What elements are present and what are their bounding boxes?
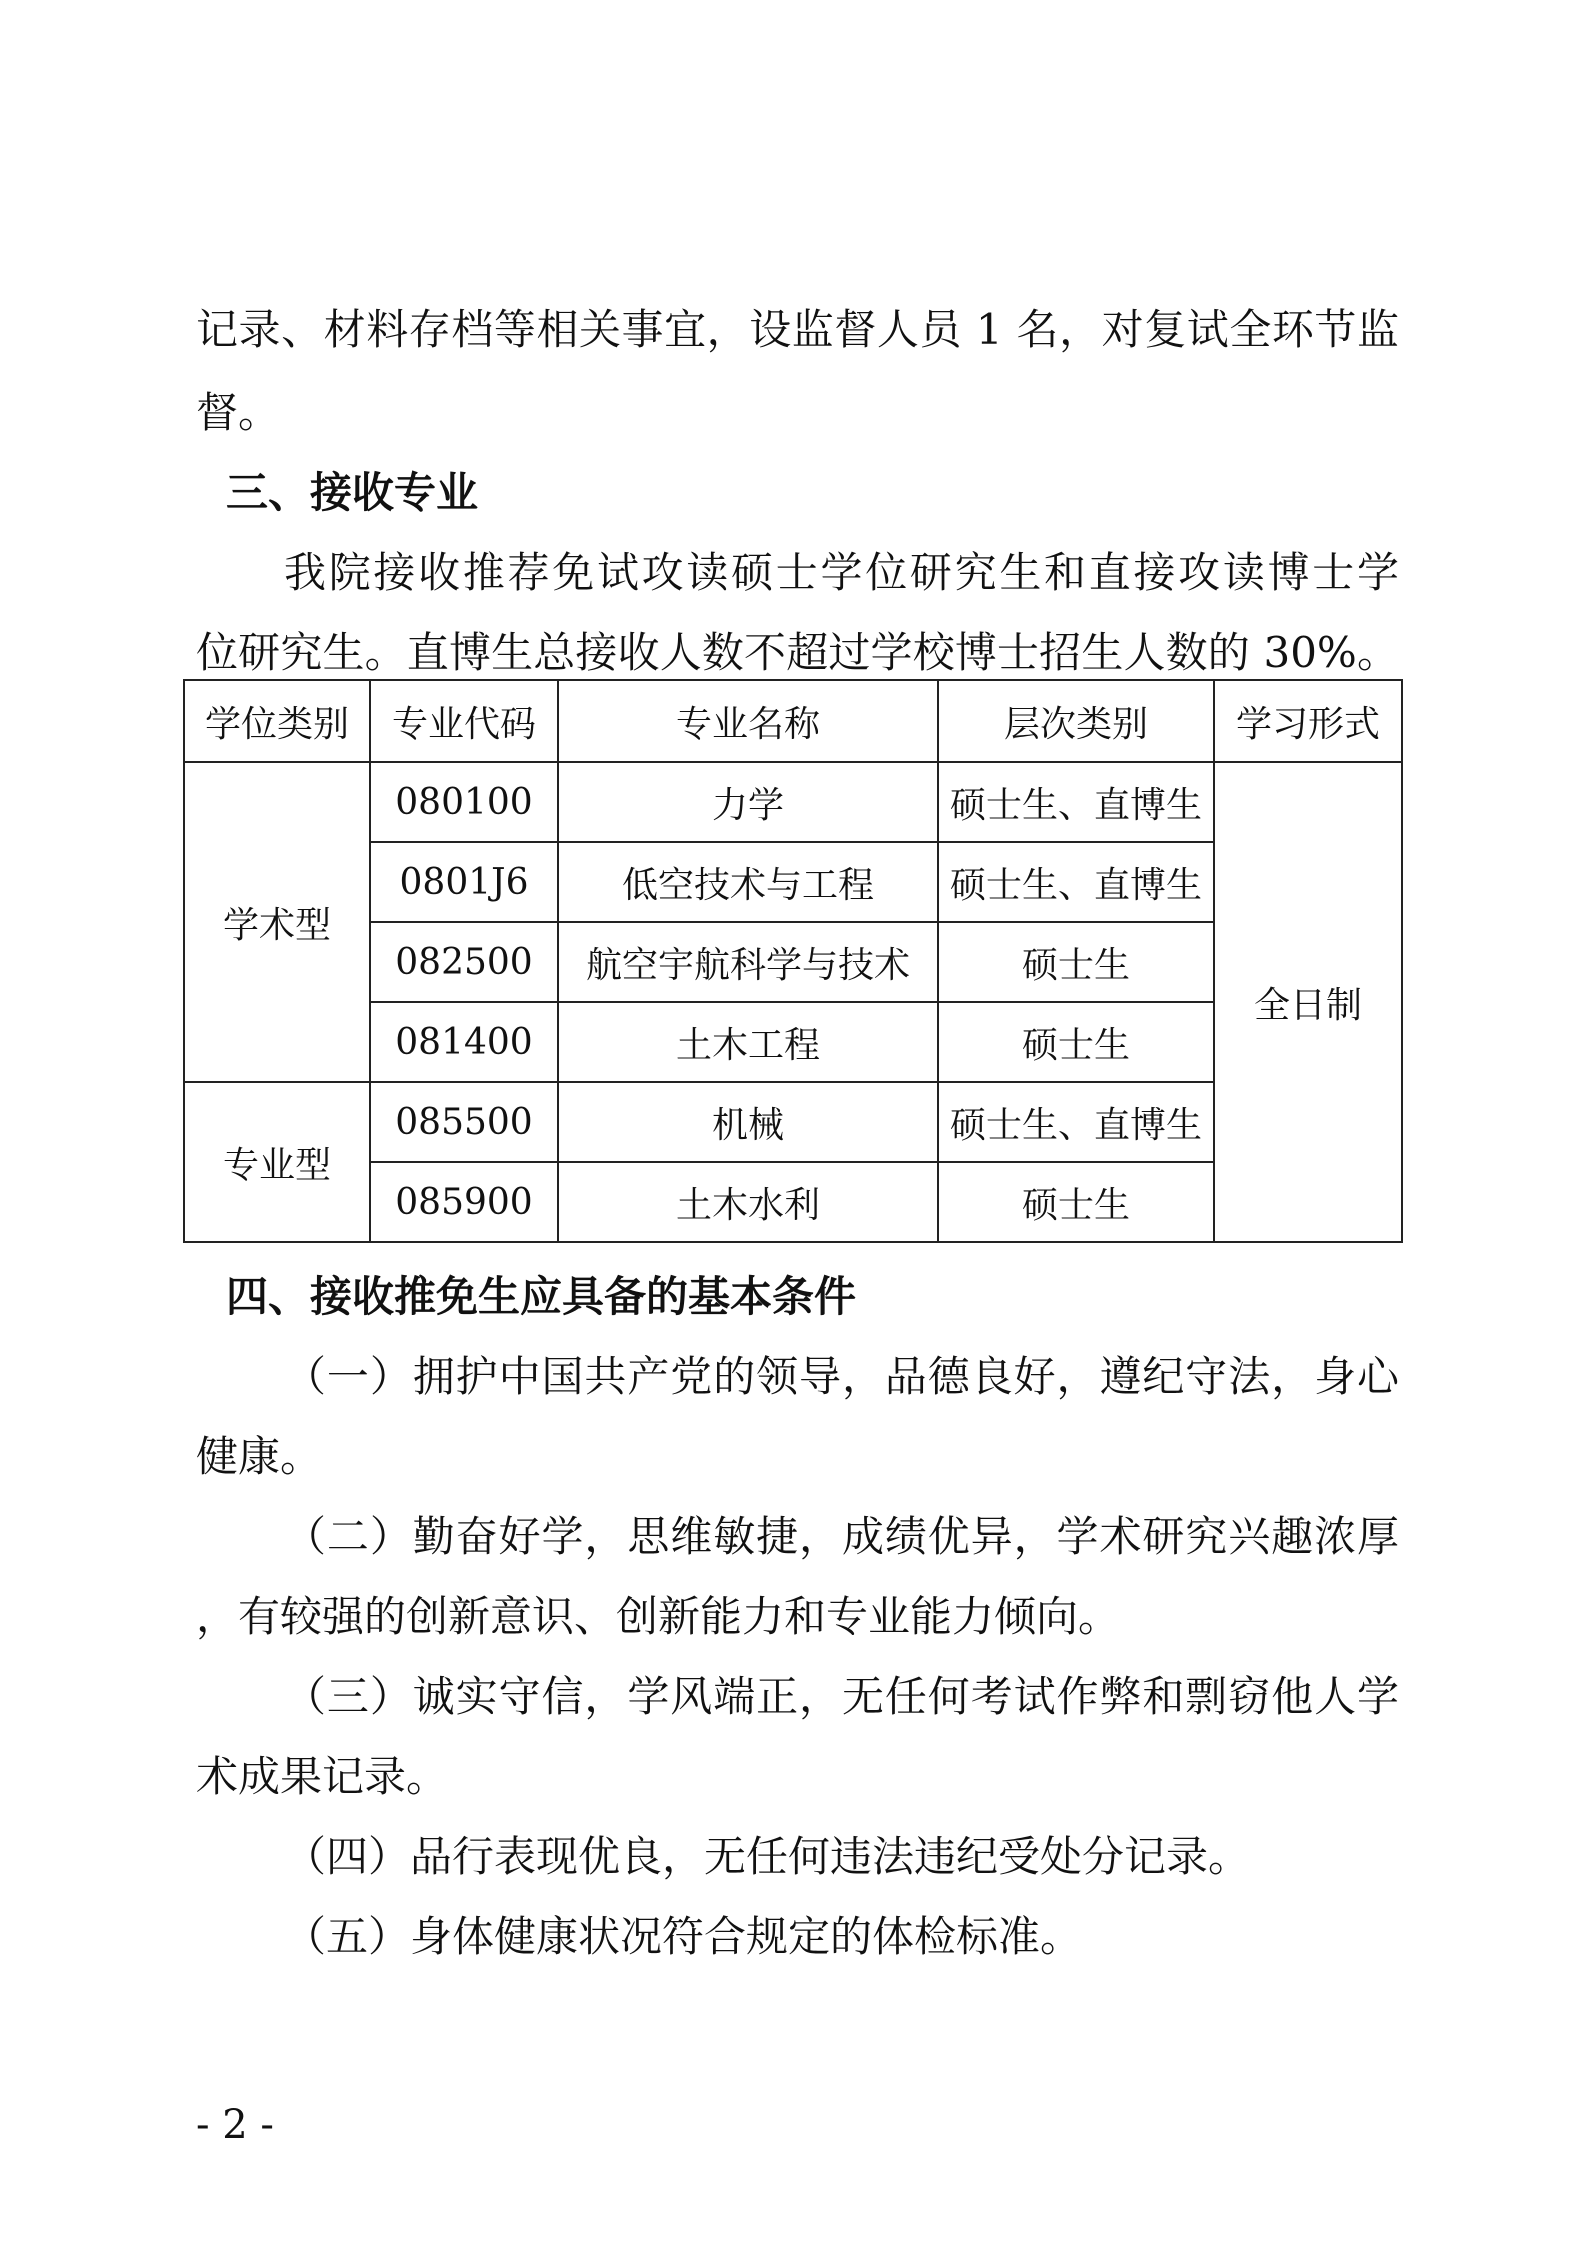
header-major-code: 专业代码 — [370, 680, 558, 762]
section-4-heading: 四、接收推免生应具备的基本条件 — [226, 1272, 857, 1321]
page-number: - 2 - — [196, 2102, 274, 2148]
section-3-heading: 三、接收专业 — [226, 468, 479, 517]
major-code: 082500 — [370, 922, 558, 1002]
condition-3-line-1: （三）诚实守信，学风端正，无任何考试作弊和剽窃他人学 — [284, 1672, 1399, 1721]
major-level: 硕士生、直博生 — [938, 1082, 1214, 1162]
section-3-paragraph-line-1: 我院接收推荐免试攻读硕士学位研究生和直接攻读博士学 — [284, 548, 1399, 597]
major-level: 硕士生 — [938, 1002, 1214, 1082]
degree-type-professional: 专业型 — [184, 1082, 370, 1242]
major-code: 085500 — [370, 1082, 558, 1162]
major-code: 081400 — [370, 1002, 558, 1082]
major-name: 机械 — [558, 1082, 938, 1162]
major-level: 硕士生、直博生 — [938, 842, 1214, 922]
majors-table — [183, 679, 1403, 1243]
major-name: 土木水利 — [558, 1162, 938, 1242]
header-level: 层次类别 — [938, 680, 1214, 762]
major-level: 硕士生 — [938, 922, 1214, 1002]
study-form-cell: 全日制 — [1214, 762, 1402, 1242]
header-degree-type: 学位类别 — [184, 680, 370, 762]
condition-3-line-2: 术成果记录。 — [196, 1752, 449, 1801]
table-row — [184, 762, 1402, 842]
intro-paragraph-line-2: 督。 — [196, 388, 281, 437]
condition-2-line-2: ，有较强的创新意识、创新能力和专业能力倾向。 — [196, 1592, 1121, 1641]
header-study-form: 学习形式 — [1214, 680, 1402, 762]
condition-1-line-2: 健康。 — [196, 1432, 323, 1481]
major-code: 0801J6 — [370, 842, 558, 922]
section-3-paragraph-line-2: 位研究生。直博生总接收人数不超过学校博士招生人数的 30%。 — [196, 628, 1399, 677]
header-major-name: 专业名称 — [558, 680, 938, 762]
condition-4: （四）品行表现优良，无任何违法违纪受处分记录。 — [284, 1832, 1251, 1881]
major-level: 硕士生、直博生 — [938, 762, 1214, 842]
major-code: 085900 — [370, 1162, 558, 1242]
table-header-row — [184, 680, 1402, 762]
condition-2-line-1: （二）勤奋好学，思维敏捷，成绩优异，学术研究兴趣浓厚 — [284, 1512, 1399, 1561]
intro-paragraph-line-1: 记录、材料存档等相关事宜，设监督人员 1 名，对复试全环节监 — [196, 305, 1399, 354]
condition-1-line-1: （一）拥护中国共产党的领导，品德良好，遵纪守法，身心 — [284, 1352, 1399, 1401]
major-name: 土木工程 — [558, 1002, 938, 1082]
major-name: 力学 — [558, 762, 938, 842]
major-level: 硕士生 — [938, 1162, 1214, 1242]
major-code: 080100 — [370, 762, 558, 842]
major-name: 航空宇航科学与技术 — [558, 922, 938, 1002]
condition-5: （五）身体健康状况符合规定的体检标准。 — [284, 1912, 1083, 1961]
degree-type-academic: 学术型 — [184, 762, 370, 1082]
major-name: 低空技术与工程 — [558, 842, 938, 922]
